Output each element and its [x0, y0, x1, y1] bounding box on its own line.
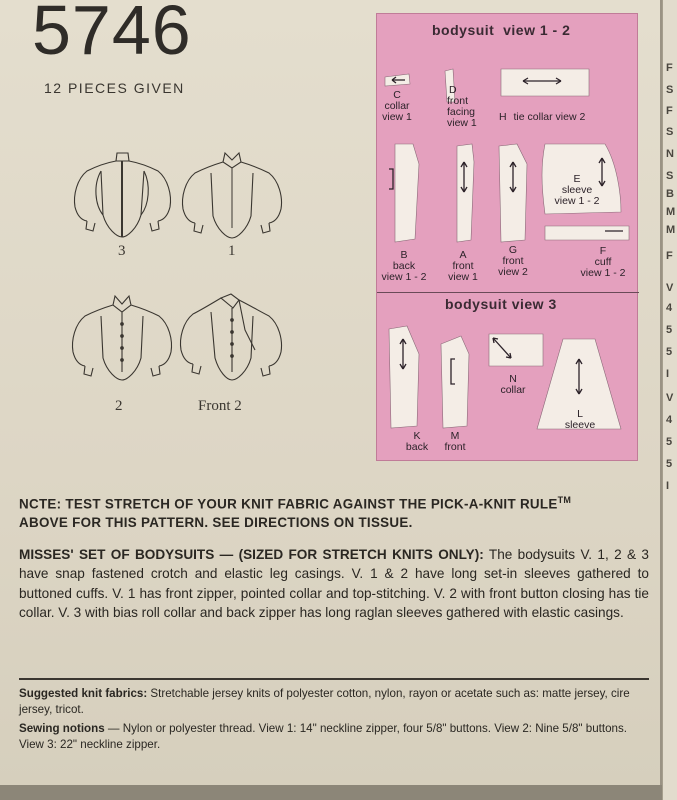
figure-label-1: 1: [228, 243, 236, 259]
figure-label-front-2: Front 2: [198, 398, 242, 414]
pattern-description: [19, 545, 649, 623]
piece-letter: M: [450, 430, 460, 442]
edge-char: I: [666, 368, 670, 380]
edge-char: V: [666, 392, 674, 404]
figure-front-2: [175, 290, 290, 390]
piece-text: tie collar view 2: [513, 111, 586, 123]
piece-label-e: [547, 174, 607, 207]
piece-letter: L: [577, 408, 583, 420]
notions-text: — Nylon or polyester thread. View 1: 14" neckline zipper, four 5/8" buttons. View 2: Nine 5/8" buttons. View 3: 22" neckline zipper.: [19, 722, 628, 751]
pieces-given: 12 PIECES GIVEN: [44, 80, 185, 96]
piece-label-k: [399, 431, 435, 453]
edge-char: S: [666, 170, 674, 182]
piece-text: back: [405, 441, 429, 453]
stretch-note: [19, 491, 649, 532]
piece-text: sleeve: [564, 419, 596, 431]
piece-letter: G: [508, 244, 518, 256]
piece-label-h: [499, 112, 639, 123]
fabrics-text: Stretchable jersey knits of polyester cotton, nylon, rayon or acetate such as: matte jersey, cire jersey, tricot.: [19, 687, 630, 716]
piece-text: back view 1 - 2: [381, 260, 427, 283]
fabrics-label: Suggested knit fabrics:: [19, 687, 148, 700]
edge-char: 4: [666, 302, 673, 314]
piece-label-a: [443, 250, 483, 283]
edge-char: M: [666, 224, 676, 236]
figure-view-1: [175, 148, 290, 248]
edge-char: S: [666, 84, 674, 96]
piece-text: front facing view 1: [447, 95, 477, 129]
piece-text: cuff view 1 - 2: [580, 256, 626, 279]
edge-char: S: [666, 126, 674, 138]
piece-label-l: [557, 409, 603, 431]
suggested-fabrics: [19, 686, 649, 717]
edge-char: 5: [666, 436, 673, 448]
adjacent-page-edge: [662, 0, 677, 800]
piece-label-c: [379, 90, 415, 123]
piece-text: collar: [500, 384, 526, 396]
piece-letter: N: [509, 373, 517, 385]
figure-label-2: 2: [115, 398, 123, 414]
piece-text: sleeve view 1 - 2: [554, 184, 600, 207]
edge-char: F: [666, 250, 673, 262]
section-rule: [19, 678, 649, 680]
edge-char: 4: [666, 414, 673, 426]
piece-label-n: [491, 374, 535, 396]
background-edge: [0, 785, 662, 800]
piece-letter: F: [599, 245, 607, 257]
pattern-pieces-panel: [376, 13, 638, 461]
piece-letter: K: [413, 430, 421, 442]
piece-letter: D: [449, 84, 457, 96]
note-line-2: ABOVE FOR THIS PATTERN. SEE DIRECTIONS ON TISSUE.: [19, 515, 413, 531]
piece-letter: C: [393, 89, 401, 101]
piece-label-m: [437, 431, 473, 453]
edge-char: 5: [666, 346, 673, 358]
piece-letter: A: [459, 249, 467, 261]
note-line-1: NCTE: TEST STRETCH OF YOUR KNIT FABRIC AGAINST THE PICK-A-KNIT RULE: [19, 496, 558, 512]
piece-letter: B: [400, 249, 408, 261]
piece-letter: H: [499, 111, 507, 123]
panel-divider: [377, 292, 639, 293]
pattern-number: 5746: [32, 0, 192, 69]
piece-label-g: [489, 245, 537, 278]
edge-char: 5: [666, 458, 673, 470]
figure-label-3: 3: [118, 243, 126, 259]
edge-char: I: [666, 480, 670, 492]
sewing-notions: [19, 721, 649, 752]
description-heading: MISSES' SET OF BODYSUITS — (SIZED FOR STRETCH KNITS ONLY):: [19, 547, 484, 562]
piece-text: front view 1: [448, 260, 478, 283]
panel-title-view-3: bodysuit view 3: [445, 296, 557, 312]
edge-char: F: [666, 62, 673, 74]
edge-char: B: [666, 188, 674, 200]
piece-label-f: [573, 246, 633, 279]
piece-text: collar view 1: [382, 100, 412, 123]
piece-letter: E: [573, 173, 581, 185]
edge-char: N: [666, 148, 674, 160]
edge-char: V: [666, 282, 674, 294]
piece-text: front view 2: [498, 255, 528, 278]
panel-title-view-1-2: bodysuit view 1 - 2: [432, 22, 571, 38]
description-body: The bodysuits V. 1, 2 & 3 have snap fastened crotch and elastic leg casings. V. 1 & 2 have long set-in sleeves gathered to buttoned cuffs. V. 1 has front zipper, pointed collar and top-stitching. V. 2 with front button closing has tie collar. V. 3 with bias roll collar and back zipper has long raglan sleeves gathered with elastic casings.: [19, 547, 649, 621]
piece-label-b: [379, 250, 429, 283]
edge-char: 5: [666, 324, 673, 336]
figure-view-2: [65, 290, 180, 390]
edge-char: F: [666, 105, 673, 117]
piece-text: front: [444, 441, 466, 453]
trademark: TM: [557, 495, 572, 505]
piece-label-d: [443, 85, 483, 129]
figure-view-3-back: [65, 145, 180, 245]
edge-char: M: [666, 206, 676, 218]
notions-label: Sewing notions: [19, 722, 105, 735]
